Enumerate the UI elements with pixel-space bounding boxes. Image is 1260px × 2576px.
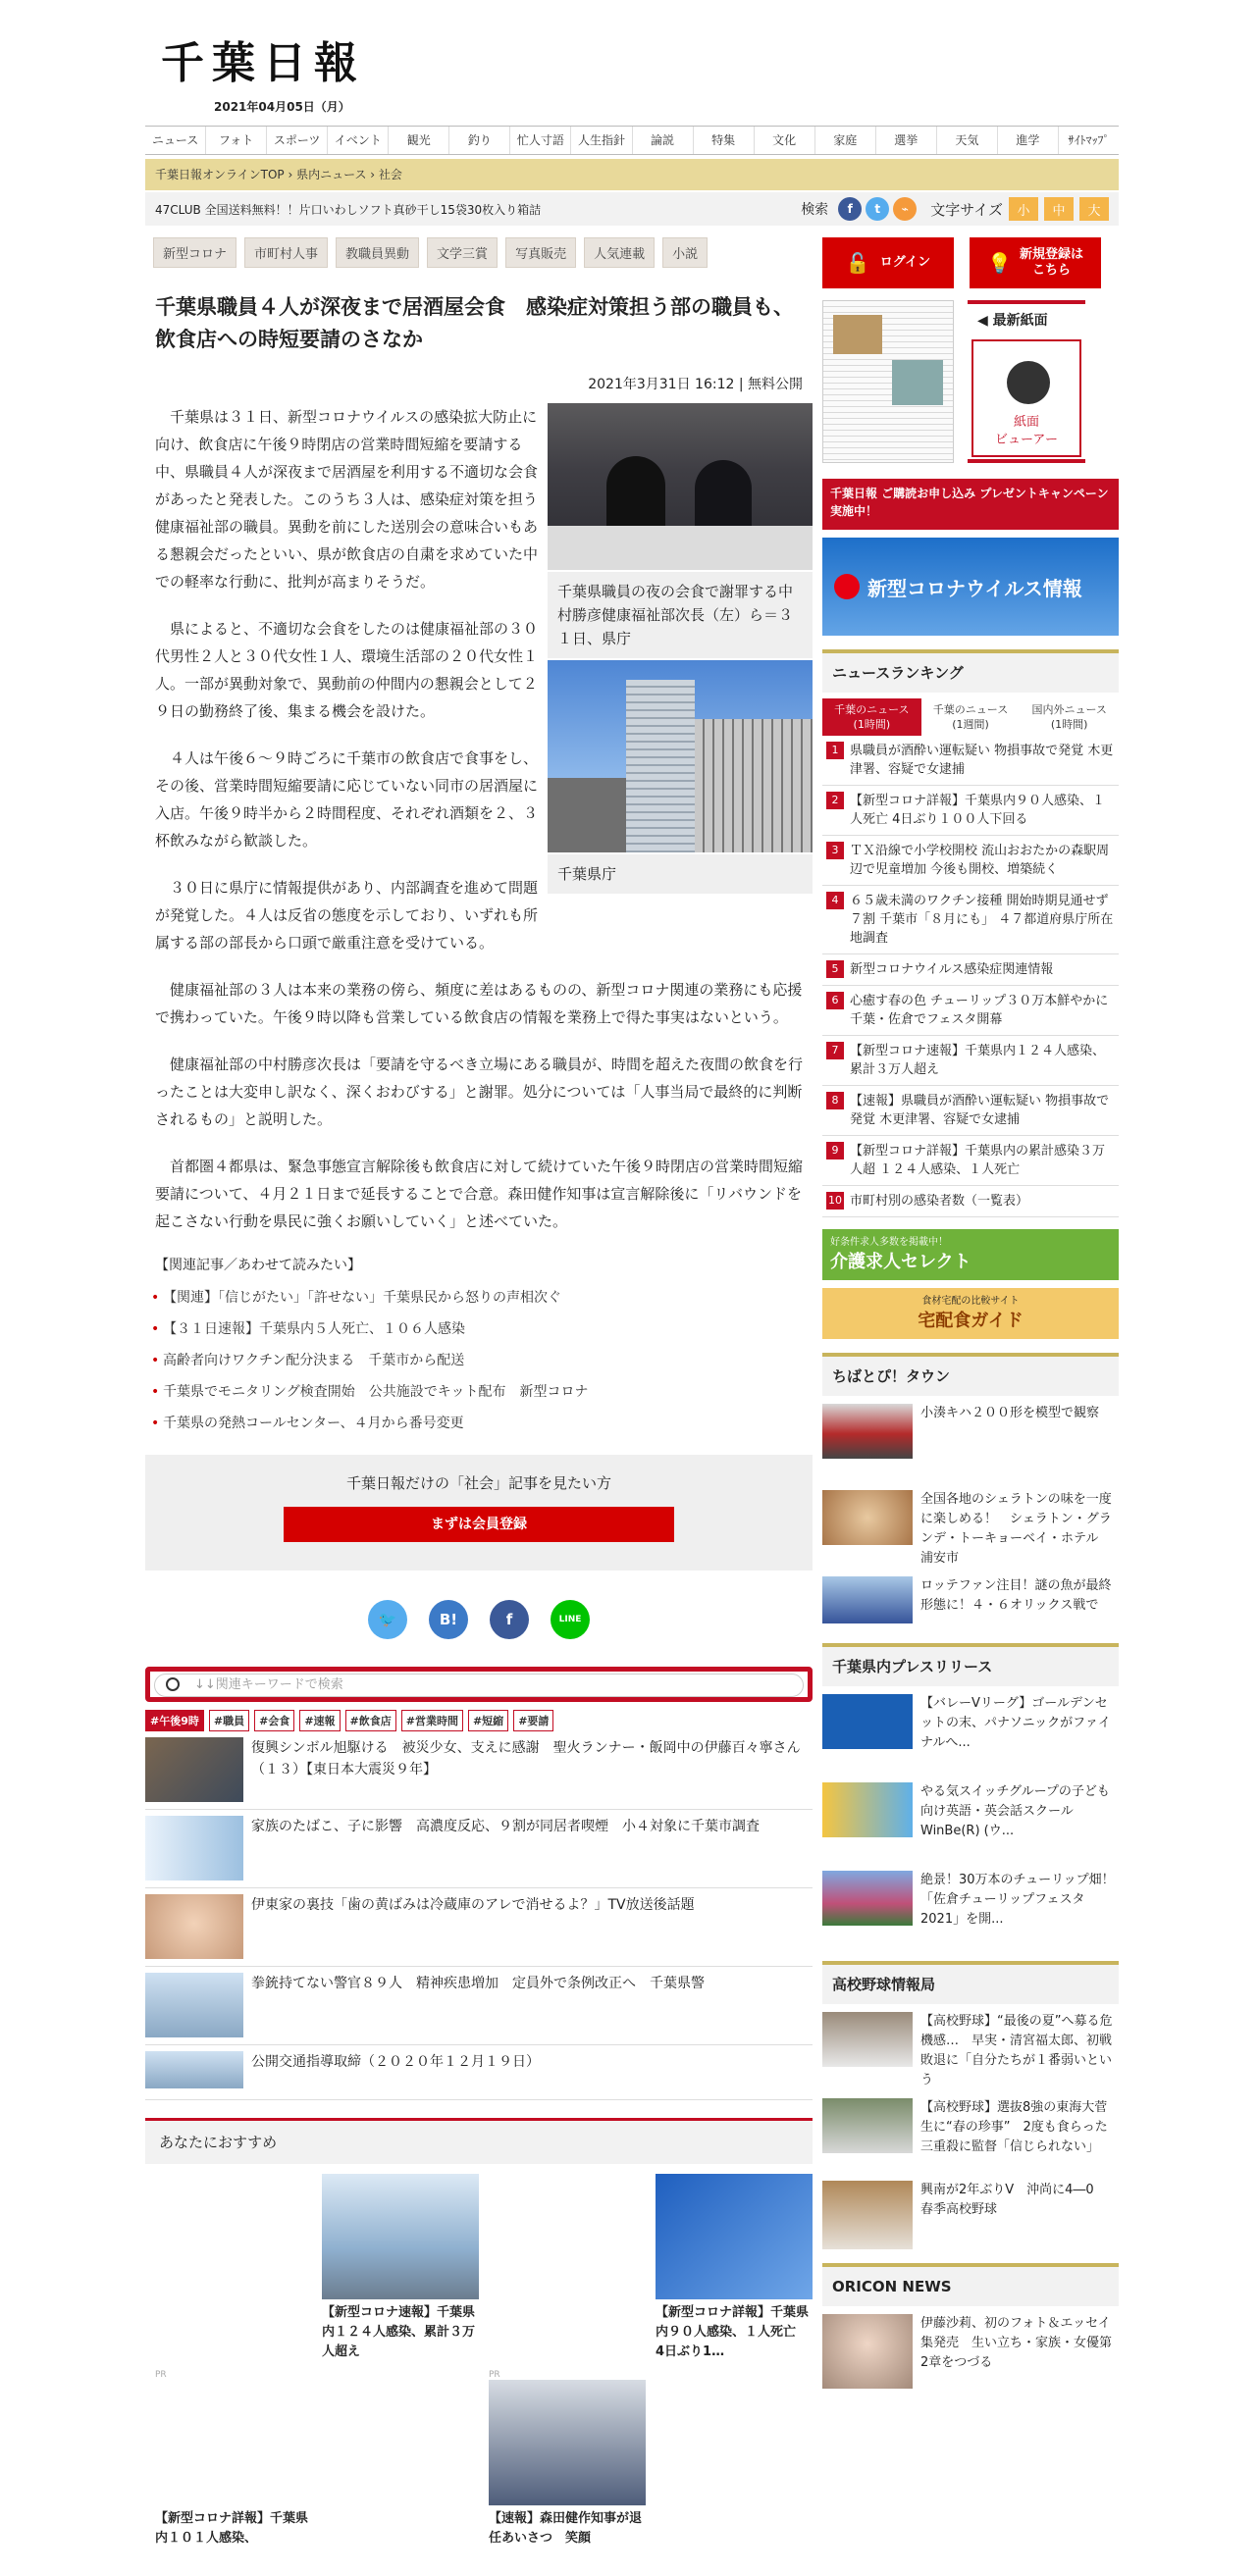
ranking-section [822, 649, 1119, 1217]
main-column [145, 237, 813, 2576]
ranking-item[interactable]: 6 心癒す春の色 チューリップ３０万本鮮やかに 千葉・佐倉でフェスタ開幕 [822, 986, 1119, 1036]
list-item[interactable] [822, 1569, 1119, 1627]
viewer-label: 紙面 ビューアー [995, 415, 1058, 447]
ranking-item[interactable]: 2 【新型コロナ詳報】千葉県内９０人感染、１人死亡 4日ぶり１００人下回る [822, 786, 1119, 836]
koko-baseball-section [822, 1961, 1119, 2255]
list-item[interactable] [145, 1967, 813, 2045]
related-list [145, 1282, 813, 1439]
recommend-link[interactable]: 【新型コロナ詳報】千葉県内１０１人感染、 [155, 2511, 309, 2546]
promo-bar [145, 192, 1119, 226]
ranking-link[interactable]: 新型コロナウイルス感染症関連情報 [850, 962, 1054, 977]
reader-icon [1007, 361, 1050, 404]
keyword-tag[interactable]: #短縮 [468, 1710, 508, 1731]
press-release-title: 千葉県内プレスリリース [822, 1643, 1119, 1686]
keyword-tag[interactable]: #速報 [299, 1710, 340, 1731]
recommend-image [489, 2380, 646, 2505]
keyword-tag[interactable]: #会食 [254, 1710, 294, 1731]
font-size-small-button[interactable]: 小 [1009, 197, 1038, 221]
related-link[interactable]: • 高齢者向けワクチン配分決まる 千葉市から配送 [145, 1345, 813, 1376]
search-link[interactable]: 検索 [801, 202, 829, 218]
list-item[interactable] [822, 2173, 1119, 2255]
kaigo-job-banner[interactable] [822, 1229, 1119, 1280]
ranking-link[interactable]: 心癒す春の色 チューリップ３０万本鮮やかに 千葉・佐倉でフェスタ開幕 [850, 994, 1109, 1027]
sidebar [822, 237, 1119, 2395]
side-link[interactable]: ロッテファン注目！謎の魚が最終形態に！４・６オリックス戦で [920, 1578, 1112, 1613]
related-link[interactable]: • 千葉県の発熱コールセンター、４月から番号変更 [145, 1408, 813, 1439]
keyword-tag[interactable]: #営業時間 [401, 1710, 463, 1731]
ranking-item[interactable]: 4 ６５歳未満のワクチン接種 開始時期見通せず７割 千葉市「８月にも」 ４７都道府県庁所在地調査 [822, 886, 1119, 954]
nav-item-feature[interactable]: 特集 [693, 127, 754, 154]
photo-caption: 千葉県職員の夜の会食で謝罪する中村勝彦健康福祉部次長（左）ら＝３１日、県庁 [548, 572, 813, 658]
font-size-medium-button[interactable]: 中 [1044, 197, 1074, 221]
article-paragraph: 健康福祉部の中村勝彦次長は「要請を守るべき立場にある職員が、時間を超えた夜間の飲食を行ったことは大変申し訳なく、深くおわびする」と謝罪。処分については「人事当局で最終的に判断されるもの」と説明した。 [155, 1056, 804, 1128]
article-paragraph: 首都圏４都県は、緊急事態宣言解除後も飲食店に対して続けていた午後９時閉店の営業時間短縮要請について、４月２１日まで延長することで合意。森田健作知事は宣言解除後に「リバウンドを起こさない行動を県民に強くお願いしていく」と述べていた。 [155, 1158, 804, 1230]
twitter-share-icon[interactable]: 🐦 [368, 1600, 407, 1639]
nav-item-photo[interactable]: フォト [205, 127, 266, 154]
article-pubdate: 2021年3月31日 16:12 | 無料公開 [588, 377, 803, 392]
press-release-section [822, 1643, 1119, 1949]
ranking-item[interactable]: 7 【新型コロナ速報】千葉県内１２４人感染、累計３万人超え [822, 1036, 1119, 1086]
list-item[interactable] [822, 1482, 1119, 1569]
article-paragraph: 健康福祉部の３人は本来の業務の傍ら、頻度に差はあるものの、新型コロナ関連の業務にも応援で携わっていた。午後９時以降も営業している飲食店の情報を業務上で得た事実はないという。 [155, 981, 803, 1026]
ranking-list [822, 736, 1119, 1217]
rss-icon[interactable]: ⌁ [893, 197, 917, 221]
side-link[interactable]: 伊藤沙莉、初のフォト＆エッセイ集発売 生い立ち・家族・女優第2章をつづる [920, 2316, 1113, 2370]
recommend-link[interactable]: 【新型コロナ速報】千葉県内１２４人感染、累計３万人超え [322, 2305, 476, 2359]
keyword-tag[interactable]: #午後9時 [145, 1710, 204, 1731]
oricon-title: ORICON NEWS [822, 2263, 1119, 2306]
list-item[interactable] [145, 1731, 813, 1810]
news-link[interactable]: 拳銃持てない警官８９人 精神疾患増加 定員外で条例改正へ 千葉県警 [251, 1976, 705, 1991]
nav-item-home[interactable]: 家庭 [814, 127, 875, 154]
article-body [145, 403, 813, 1235]
list-item[interactable] [822, 1396, 1119, 1482]
nav-item-event[interactable]: イベント [327, 127, 388, 154]
tag-popular-series[interactable]: 人気連載 [584, 237, 655, 268]
nav-item-culture[interactable]: 文化 [754, 127, 814, 154]
recommend-image [656, 2174, 813, 2299]
keyword-tag[interactable]: #飲食店 [345, 1710, 396, 1731]
tag-novel[interactable]: 小説 [662, 237, 708, 268]
latest-paper-label: ◀ 最新紙面 [977, 313, 1048, 329]
news-link[interactable]: 家族のたばこ、子に影響 高濃度反応、９割が同居者喫煙 小４対象に千葉市調査 [251, 1819, 760, 1834]
twitter-icon[interactable]: t [866, 197, 889, 221]
side-link[interactable]: 絶景！30万本のチューリップ畑！「佐倉チューリップフェスタ2021」を開... [920, 1873, 1115, 1927]
nav-item-life-guide[interactable]: 人生指針 [570, 127, 631, 154]
lock-icon: 🔓 [845, 251, 870, 275]
paper-viewer[interactable] [968, 300, 1085, 463]
nav-item-fishing[interactable]: 釣り [448, 127, 509, 154]
ranking-link[interactable]: 【新型コロナ速報】千葉県内１２４人感染、累計３万人超え [850, 1044, 1106, 1077]
member-cta-text: 千葉日報だけの「社会」記事を見たい方 [345, 1474, 611, 1492]
viewer-box [971, 339, 1081, 457]
article-paragraph: ３０日に県庁に情報提供があり、内部調査を進めて問題が発覚した。４人は反省の態度を示しており、いずれも所属する部の部長から口頭で厳重注意を受けている。 [155, 879, 539, 952]
article-paragraph: 千葉県は３１日、新型コロナウイルスの感染拡大防止に向け、飲食店に午後９時閉店の営業時間短縮を要請する中、県職員４人が深夜まで居酒屋を利用する不適切な会食があったと発表した。このうち３人は、感染症対策を担う健康福祉部の職員。異動を前にした送別会の意味合いもある懇親会だったといい、県が飲食店の自粛を求めていた中での軽率な行動に、批判が高まりそうだ。 [155, 408, 539, 591]
list-item[interactable] [145, 1810, 813, 1888]
news-thumbnail [145, 1737, 243, 1802]
photo-caption: 千葉県庁 [548, 854, 813, 894]
list-item[interactable] [145, 1888, 813, 1967]
tab-chiba-hour[interactable]: 千葉のニュース (1時間) [822, 698, 921, 736]
ranking-item[interactable]: 5 新型コロナウイルス感染症関連情報 [822, 954, 1119, 986]
recommend-grid [145, 2164, 813, 2576]
ranking-item[interactable]: 9 【新型コロナ詳報】千葉県内の累計感染３万人超 １２４人感染、１人死亡 [822, 1136, 1119, 1186]
category-tags [145, 237, 813, 268]
keyword-news-list [145, 1731, 813, 2100]
ranking-item[interactable]: 8 【速報】県職員が酒酔い運転疑い 物損事故で発覚 木更津署、容疑で女逮捕 [822, 1086, 1119, 1136]
takuhai-label: 宅配食ガイド [918, 1311, 1024, 1331]
latest-paper-image[interactable] [822, 300, 954, 463]
ranking-tabs [822, 698, 1119, 736]
keyword-tags [145, 1710, 813, 1731]
list-item[interactable] [822, 2090, 1119, 2173]
tag-personnel[interactable]: 市町村人事 [244, 237, 328, 268]
list-item[interactable] [822, 2306, 1119, 2395]
list-item[interactable] [822, 2004, 1119, 2090]
lightbulb-icon: 💡 [987, 251, 1012, 275]
pr-label: PR [489, 2370, 500, 2380]
article-photo-prefectural-office[interactable] [548, 660, 813, 852]
side-link[interactable]: 【高校野球】“最後の夏”へ募る危機感… 早実・清宮福太郎、初戦敗退に「自分たちが１番弱いという [920, 2014, 1113, 2087]
nav-item-news[interactable]: ニュース [151, 133, 199, 147]
ranking-link[interactable]: ６５歳未満のワクチン接種 開始時期見通せず７割 千葉市「８月にも」 ４７都道府県庁所在地調査 [850, 894, 1114, 946]
recommend-link[interactable]: 【速報】森田健作知事が退任あいさつ 笑顔 [489, 2511, 643, 2546]
subscription-campaign-banner[interactable]: 千葉日報 ご購読お申し込み プレゼントキャンペーン実施中！ [822, 479, 1119, 530]
ranking-link[interactable]: ＴＸ沿線で小学校開校 流山おおたかの森駅周辺で児童増加 今後も開校、増築続く [850, 844, 1110, 877]
news-thumbnail [145, 1816, 243, 1880]
news-link[interactable]: 公開交通指導取締（２０２０年１２月１９日） [251, 2054, 540, 2070]
pr-label: PR [155, 2370, 167, 2380]
ranking-link[interactable]: 県職員が酒酔い運転疑い 物損事故で発覚 木更津署、容疑で女逮捕 [850, 744, 1114, 777]
corona-banner-label: 新型コロナウイルス情報 [867, 576, 1082, 600]
ranking-item[interactable]: 1 県職員が酒酔い運転疑い 物損事故で発覚 木更津署、容疑で女逮捕 [822, 736, 1119, 786]
side-link[interactable]: 【高校野球】選抜8強の東海大菅生に“春の珍事” 2度も食らった三重殺に監督「信じられない」 [920, 2100, 1108, 2154]
tab-chiba-week[interactable]: 千葉のニュース (1週間) [932, 703, 1009, 731]
font-size-large-button[interactable]: 大 [1079, 197, 1109, 221]
nav-item-education[interactable]: 進学 [997, 127, 1058, 154]
side-link[interactable]: 興南が2年ぶりV 沖尚に4―0 春季高校野球 [920, 2183, 1107, 2217]
takuhai-sub-label: 食材宅配の比較サイト [921, 1296, 1020, 1307]
tag-literary-awards[interactable]: 文学三賞 [427, 237, 498, 268]
nav-item-editorial[interactable]: 論説 [632, 127, 693, 154]
side-link[interactable]: 全国各地のシェラトンの味を一度に楽しめる！ シェラトン・グランデ・トーキョーベイ・ホテル 浦安市 [920, 1492, 1112, 1566]
ranking-item[interactable]: 10 市町村別の感染者数（一覧表） [822, 1186, 1119, 1217]
nav-item-sightseeing[interactable]: 観光 [388, 127, 448, 154]
ranking-link[interactable]: 【新型コロナ詳報】千葉県内の累計感染３万人超 １２４人感染、１人死亡 [850, 1144, 1106, 1177]
related-link[interactable]: • 【関連】「信じがたい」「許せない」千葉県民から怒りの声相次ぐ [145, 1282, 813, 1314]
register-button[interactable]: まずは会員登録 [284, 1507, 674, 1542]
article-full-column [145, 976, 813, 1235]
side-link[interactable]: 小湊キハ２００形を模型で観察 [920, 1406, 1100, 1420]
current-date: 2021年04月05日（月） [214, 100, 350, 114]
chibatopi-title: ちばとぴ！タウン [822, 1353, 1119, 1396]
recommend-card[interactable] [322, 2174, 479, 2362]
article-lead-column [145, 403, 538, 956]
keyword-tag[interactable]: #職員 [209, 1710, 249, 1731]
related-link[interactable]: • 【３１日速報】千葉県内５人死亡、１０６人感染 [145, 1314, 813, 1345]
promo-link[interactable]: 47CLUB 全国送料無料！！片口いわしソフト真砂干し15袋30枚入り箱詰 [155, 202, 542, 217]
tab-national-hour[interactable]: 国内外ニュース (1時間) [1031, 703, 1107, 731]
recommend-card[interactable] [155, 2380, 312, 2549]
keyword-search-input[interactable]: ↓↓関連キーワードで検索 [154, 1674, 804, 1697]
hatena-bookmark-icon[interactable]: B! [429, 1600, 468, 1639]
login-button[interactable] [822, 237, 954, 288]
account-buttons [822, 237, 1119, 288]
news-thumbnail [145, 1973, 243, 2037]
register-label: 新規登録は こちら [1019, 247, 1083, 278]
nav-item-election[interactable]: 選挙 [875, 127, 936, 154]
chibatopi-section [822, 1353, 1119, 1627]
related-link[interactable]: • 千葉県でモニタリング検査開始 公共施設でキット配布 新型コロナ [145, 1376, 813, 1408]
ranking-link[interactable]: 市町村別の感染者数（一覧表） [850, 1194, 1029, 1209]
side-link[interactable]: やる気スイッチグループの子ども向け英語・英会話スクールWinBe(R) (ウ... [920, 1784, 1110, 1838]
font-size-label: 文字サイズ [930, 200, 1003, 219]
ranking-item[interactable]: 3 ＴＸ沿線で小学校開校 流山おおたかの森駅周辺で児童増加 今後も開校、増築続く [822, 836, 1119, 886]
tag-photo-sales[interactable]: 写真販売 [505, 237, 576, 268]
share-buttons [145, 1600, 813, 1639]
facebook-share-icon[interactable]: f [490, 1600, 529, 1639]
recommend-card[interactable] [489, 2380, 646, 2549]
kaigo-label: 介護求人セレクト [830, 1252, 971, 1272]
login-label: ログイン [879, 255, 931, 270]
news-link[interactable]: 復興シンボル旭駆ける 被災少女、支えに感謝 聖火ランナー・飯岡中の伊藤百々寧さん（１３）【東日本大震災９年】 [251, 1740, 801, 1777]
corona-info-banner[interactable] [822, 538, 1119, 636]
nav-item-sitemap[interactable]: ｻｲﾄﾏｯﾌﾟ [1058, 127, 1119, 154]
ranking-link[interactable]: 【新型コロナ詳報】千葉県内９０人感染、１人死亡 4日ぶり１００人下回る [850, 794, 1106, 827]
line-share-icon[interactable]: LINE [551, 1600, 590, 1639]
nav-item-weather[interactable]: 天気 [936, 127, 997, 154]
ranking-title: ニュースランキング [822, 649, 1119, 693]
oricon-section [822, 2263, 1119, 2395]
recommend-section [145, 2118, 813, 2576]
tag-corona[interactable]: 新型コロナ [153, 237, 236, 268]
takuhai-guide-banner[interactable] [822, 1288, 1119, 1339]
paper-row [822, 300, 1119, 463]
article-headline: 千葉県職員４人が深夜まで居酒屋会食 感染症対策担う部の職員も、飲食店への時短要請のさなか [155, 295, 794, 351]
kaigo-sub-label: 好条件求人多数を掲載中！ [830, 1237, 948, 1248]
recommend-card[interactable] [656, 2174, 813, 2362]
article-paragraph: 県によると、不適切な会食をしたのは健康福祉部の３０代男性２人と３０代女性１人、環境生活部の２０代女性１人。一部が異動対象で、異動前の仲間内の懇親会として２９日の勤務終了後、集まる機会を設けた。 [155, 620, 539, 720]
register-link-button[interactable] [970, 237, 1101, 288]
recommend-link[interactable]: 【新型コロナ詳報】千葉県内９０人感染、１人死亡 4日ぶり1… [656, 2305, 810, 2359]
news-link[interactable]: 伊東家の裏技「歯の黄ばみは冷蔵庫のアレで消せるよ？」TV放送後話題 [251, 1897, 695, 1913]
news-thumbnail [145, 2051, 243, 2088]
article-photo-apology[interactable] [548, 403, 813, 570]
related-title: 【関連記事／あわせて読みたい】 [155, 1258, 361, 1273]
breadcrumb[interactable]: 千葉日報オンラインTOP › 県内ニュース › 社会 [145, 159, 1119, 190]
facebook-icon[interactable]: f [838, 197, 862, 221]
article-paragraph: ４人は午後６～９時ごろに千葉市の飲食店で食事をし、その後、営業時間短縮要請に応じていない同市の居酒屋に入店。午後９時半から２時間程度、それぞれ酒類を２、３杯飲みながら歓談した。 [155, 749, 539, 850]
recommend-image [155, 2380, 312, 2505]
tag-teacher-transfer[interactable]: 教職員異動 [336, 237, 419, 268]
news-thumbnail [145, 1894, 243, 1959]
keyword-search-box [145, 1667, 813, 1702]
ranking-link[interactable]: 【速報】県職員が酒酔い運転疑い 物損事故で発覚 木更津署、容疑で女逮捕 [850, 1094, 1110, 1127]
global-nav [145, 126, 1119, 155]
recommend-image [322, 2174, 479, 2299]
list-item[interactable] [145, 2045, 813, 2100]
red-dot-icon [834, 574, 860, 599]
recommend-title: あなたにおすすめ [145, 2121, 813, 2164]
member-cta [145, 1455, 813, 1571]
list-item[interactable] [822, 1686, 1119, 1775]
koko-baseball-title: 高校野球情報局 [822, 1961, 1119, 2004]
side-link[interactable]: 【バレーVリーグ】ゴールデンセットの末、パナソニックがファイナルへ... [920, 1696, 1111, 1750]
site-logo[interactable]: 千葉日報 [161, 38, 365, 88]
list-item[interactable] [822, 1863, 1119, 1949]
list-item[interactable] [822, 1775, 1119, 1863]
nav-item-column[interactable]: 忙人寸語 [509, 127, 570, 154]
keyword-tag[interactable]: #要請 [513, 1710, 553, 1731]
nav-item-sports[interactable]: スポーツ [266, 127, 327, 154]
